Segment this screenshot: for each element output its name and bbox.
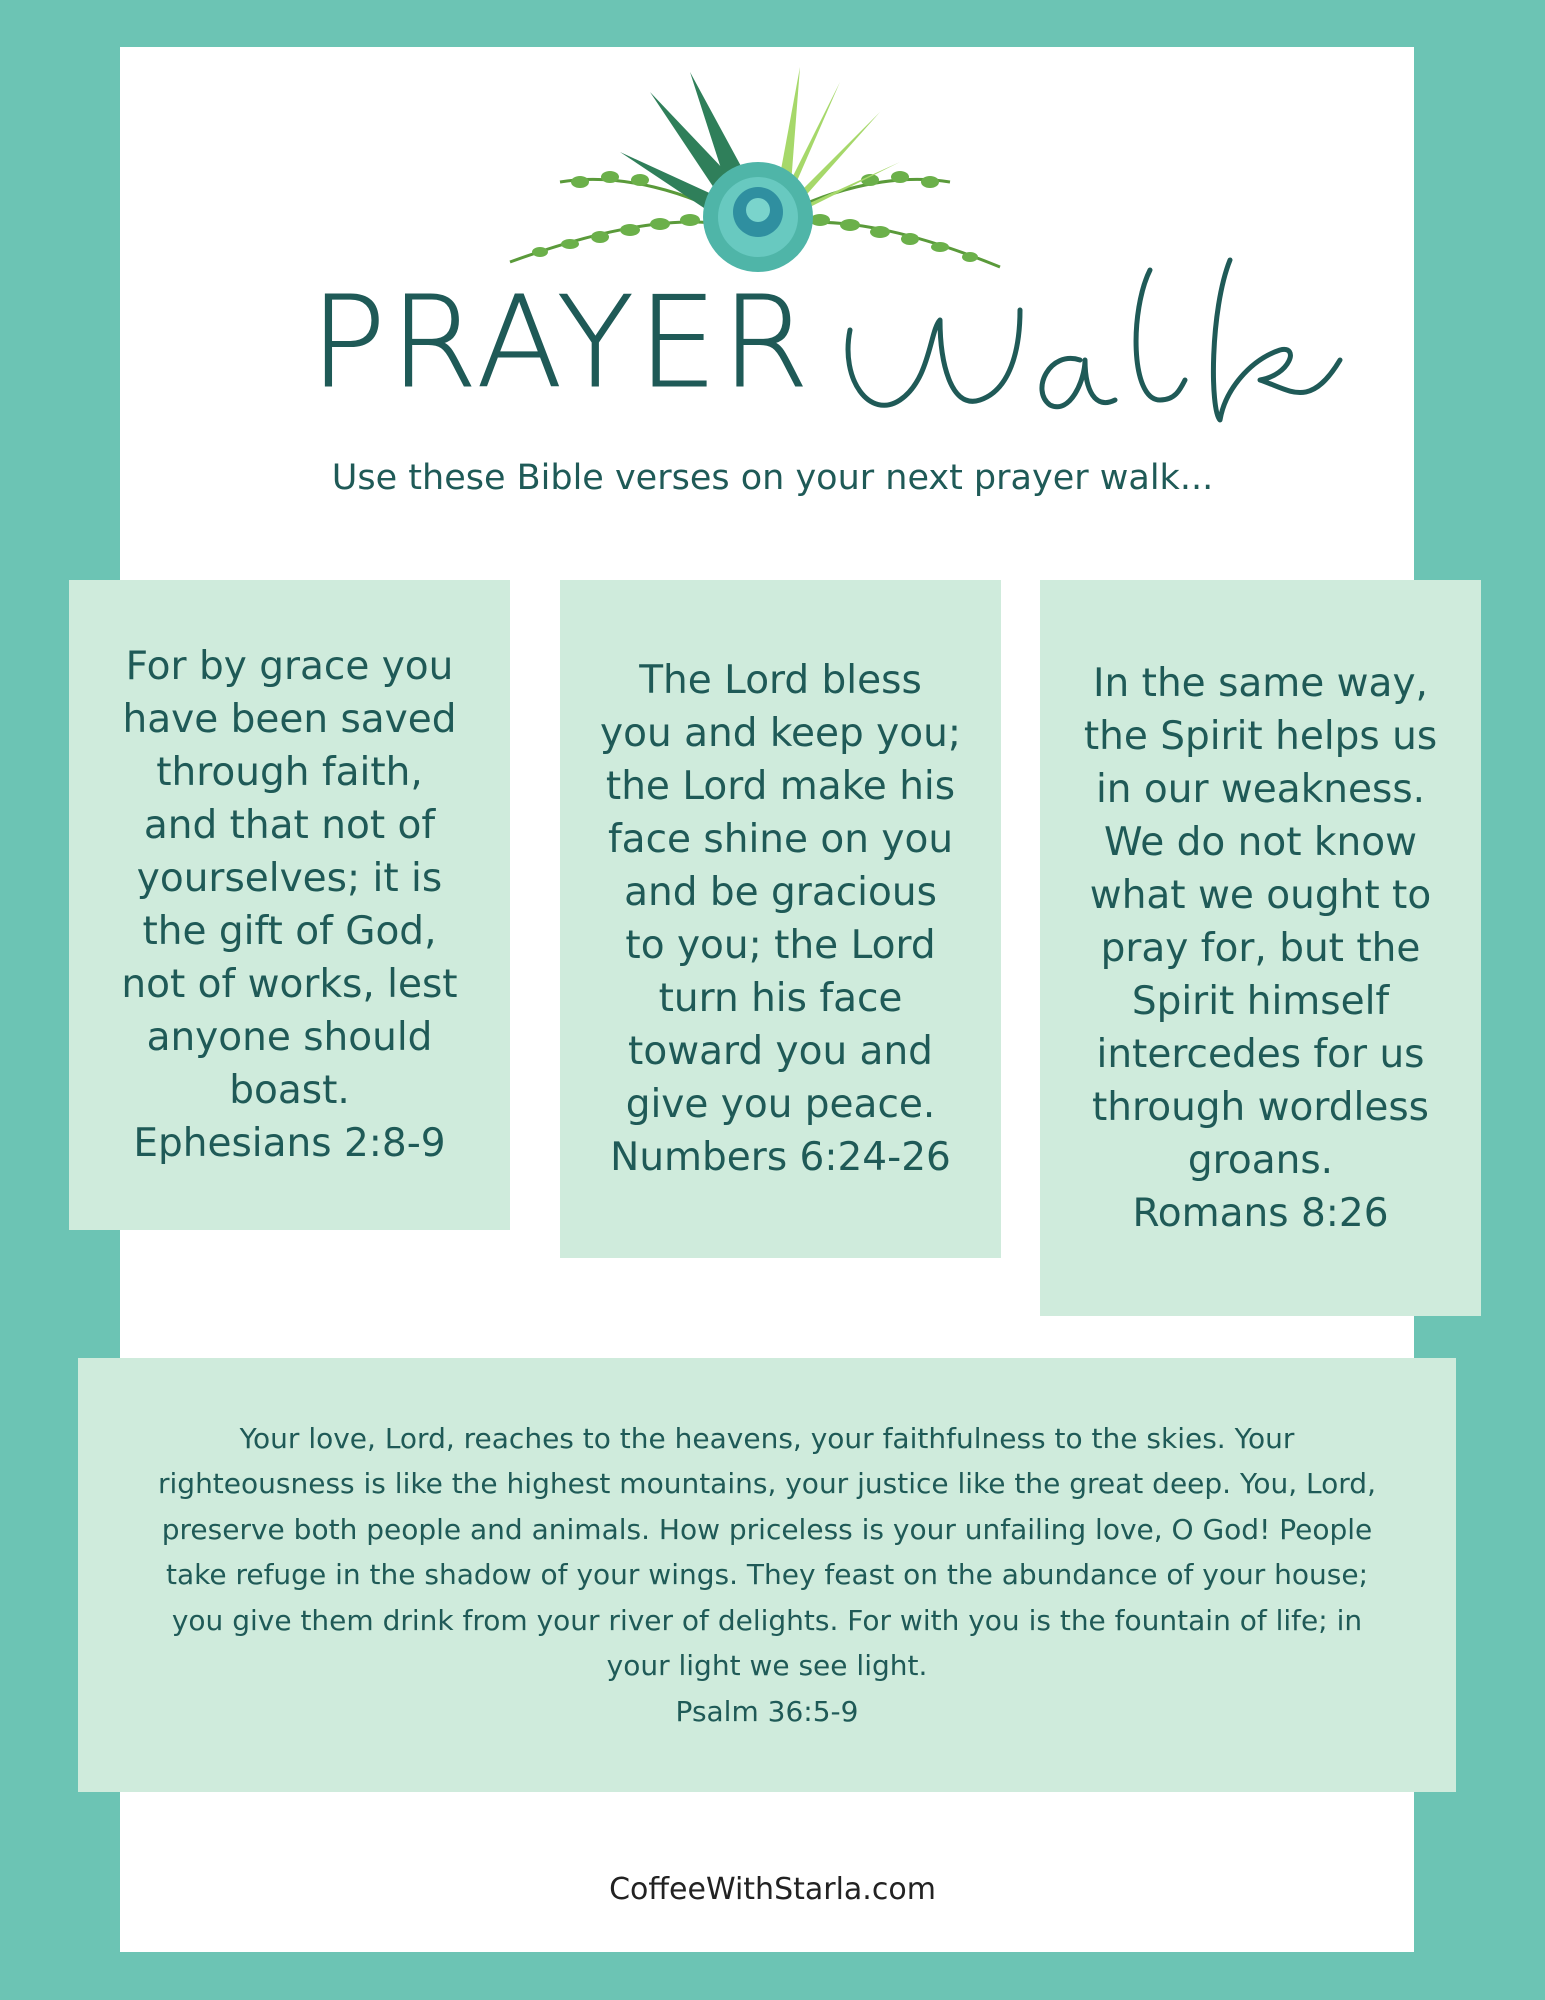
verse-reference: Romans 8:26: [1132, 1190, 1389, 1236]
page-title: [310, 250, 1360, 440]
verse-reference: Psalm 36:5-9: [675, 1694, 859, 1728]
verse-text: For by grace you have been saved through faith, and that not of yourselves; it is the gift of God, not of works, lest anyone should boast.: [121, 644, 458, 1113]
verse-card: [1040, 580, 1481, 1316]
wide-verse-card: [78, 1358, 1456, 1792]
title-print-word: PRAYER: [310, 269, 813, 416]
verse-reference: Numbers 6:24-26: [610, 1135, 951, 1180]
footer-website: CoffeeWithStarla.com: [609, 1872, 936, 1907]
verse-text: Your love, Lord, reaches to the heavens, your faithfulness to the skies. Your righteousness is like the highest mountains, your justice like the great deep. You, Lord, preserve both people and animals. How priceless is your unfailing love, O God! People take refuge in the shadow of your wings. They feast on the abundance of your house; you give them drink from your river of delights. For with you is the fountain of life; in your light we see light.: [158, 1421, 1376, 1683]
script-lettering-icon: [830, 250, 1350, 440]
verse-card: [69, 580, 510, 1230]
verse-text: In the same way, the Spirit helps us in our weakness. We do not know what we ought to pray for, but the Spirit himself intercedes for us through wordless groans.: [1083, 660, 1438, 1183]
verse-card: [560, 580, 1001, 1258]
verse-reference: Ephesians 2:8-9: [133, 1121, 446, 1166]
verse-text: The Lord bless you and keep you; the Lord make his face shine on you and be gracious to you; the Lord turn his face toward you and give you peace.: [600, 658, 961, 1127]
subtitle: Use these Bible verses on your next prayer walk...: [331, 458, 1214, 498]
